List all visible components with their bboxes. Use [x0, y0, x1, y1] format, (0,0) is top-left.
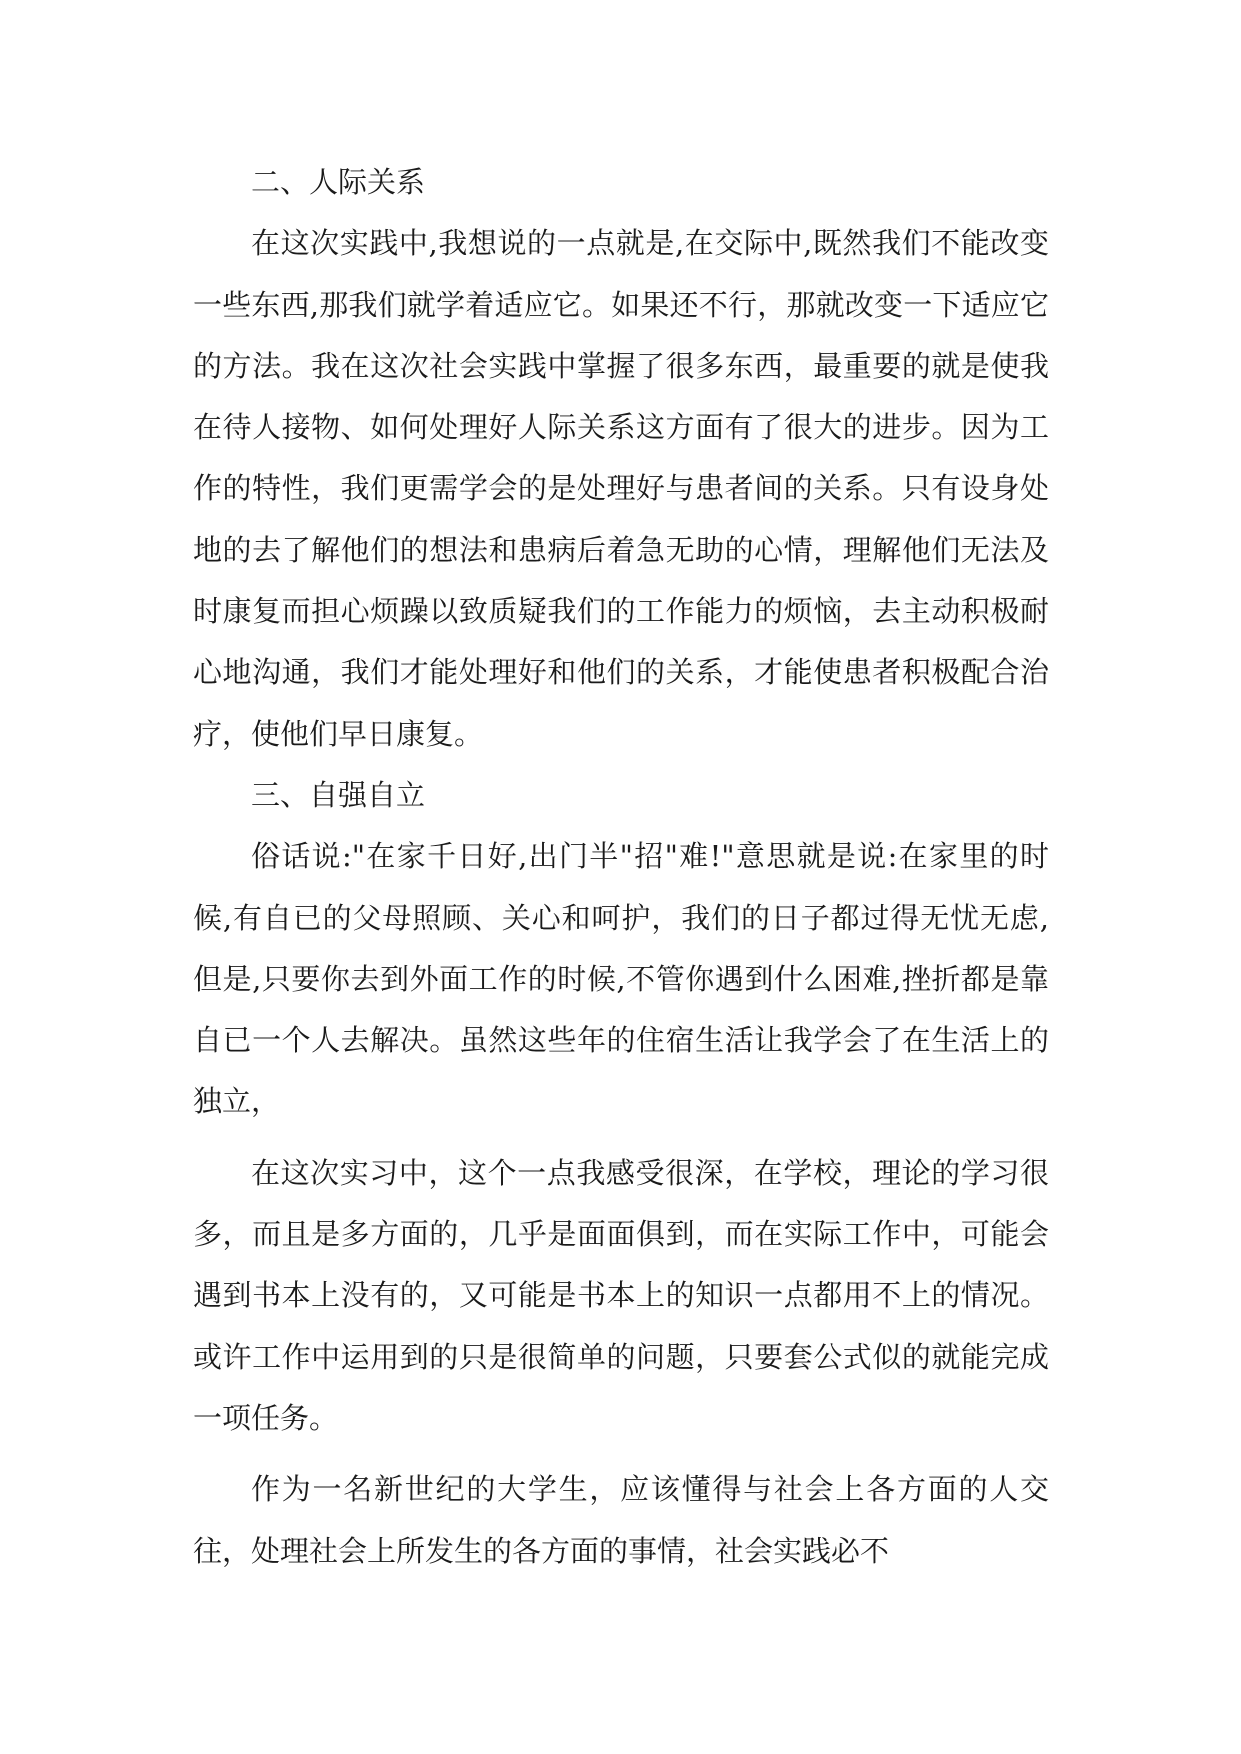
- section-heading-interpersonal: 二、人际关系: [251, 165, 426, 199]
- paragraph-internship: 在这次实习中，这个一点我感受很深，在学校，理论的学习很多，而且是多方面的，几乎是面面俱到，而在实际工作中，可能会遇到书本上没有的，又可能是书本上的知识一点都用不上的情况。或许工作中运用到的只是很简单的问题，只要套公式似的就能完成一项任务。: [193, 1155, 1049, 1435]
- paragraph-self-reliance: 俗话说:"在家千日好,出门半"招"难!"意思就是说:在家里的时候,有自已的父母照顾、关心和呵护，我们的日子都过得无忧无虑,但是,只要你去到外面工作的时候,不管你遇到什么困难,挫折都是靠自已一个人去解决。虽然这些年的住宿生活让我学会了在生活上的独立，: [193, 839, 1049, 1119]
- document-body: [193, 152, 1049, 1582]
- paragraph-interpersonal: 在这次实践中,我想说的一点就是,在交际中,既然我们不能改变一些东西,那我们就学着适应它。如果还不行，那就改变一下适应它的方法。我在这次社会实践中掌握了很多东西，最重要的就是使我在待人接物、如何处理好人际关系这方面有了很大的进步。因为工作的特性，我们更需学会的是处理好与患者间的关系。只有设身处地的去了解他们的想法和患病后着急无助的心情，理解他们无法及时康复而担心烦躁以致质疑我们的工作能力的烦恼，去主动积极耐心地沟通，我们才能处理好和他们的关系，才能使患者积极配合治疗，使他们早日康复。: [193, 226, 1049, 751]
- section-heading-self-reliance: 三、自强自立: [251, 777, 426, 812]
- paragraph-college-student: 作为一名新世纪的大学生，应该懂得与社会上各方面的人交往，处理社会上所发生的各方面的事情，社会实践必不: [193, 1472, 1049, 1568]
